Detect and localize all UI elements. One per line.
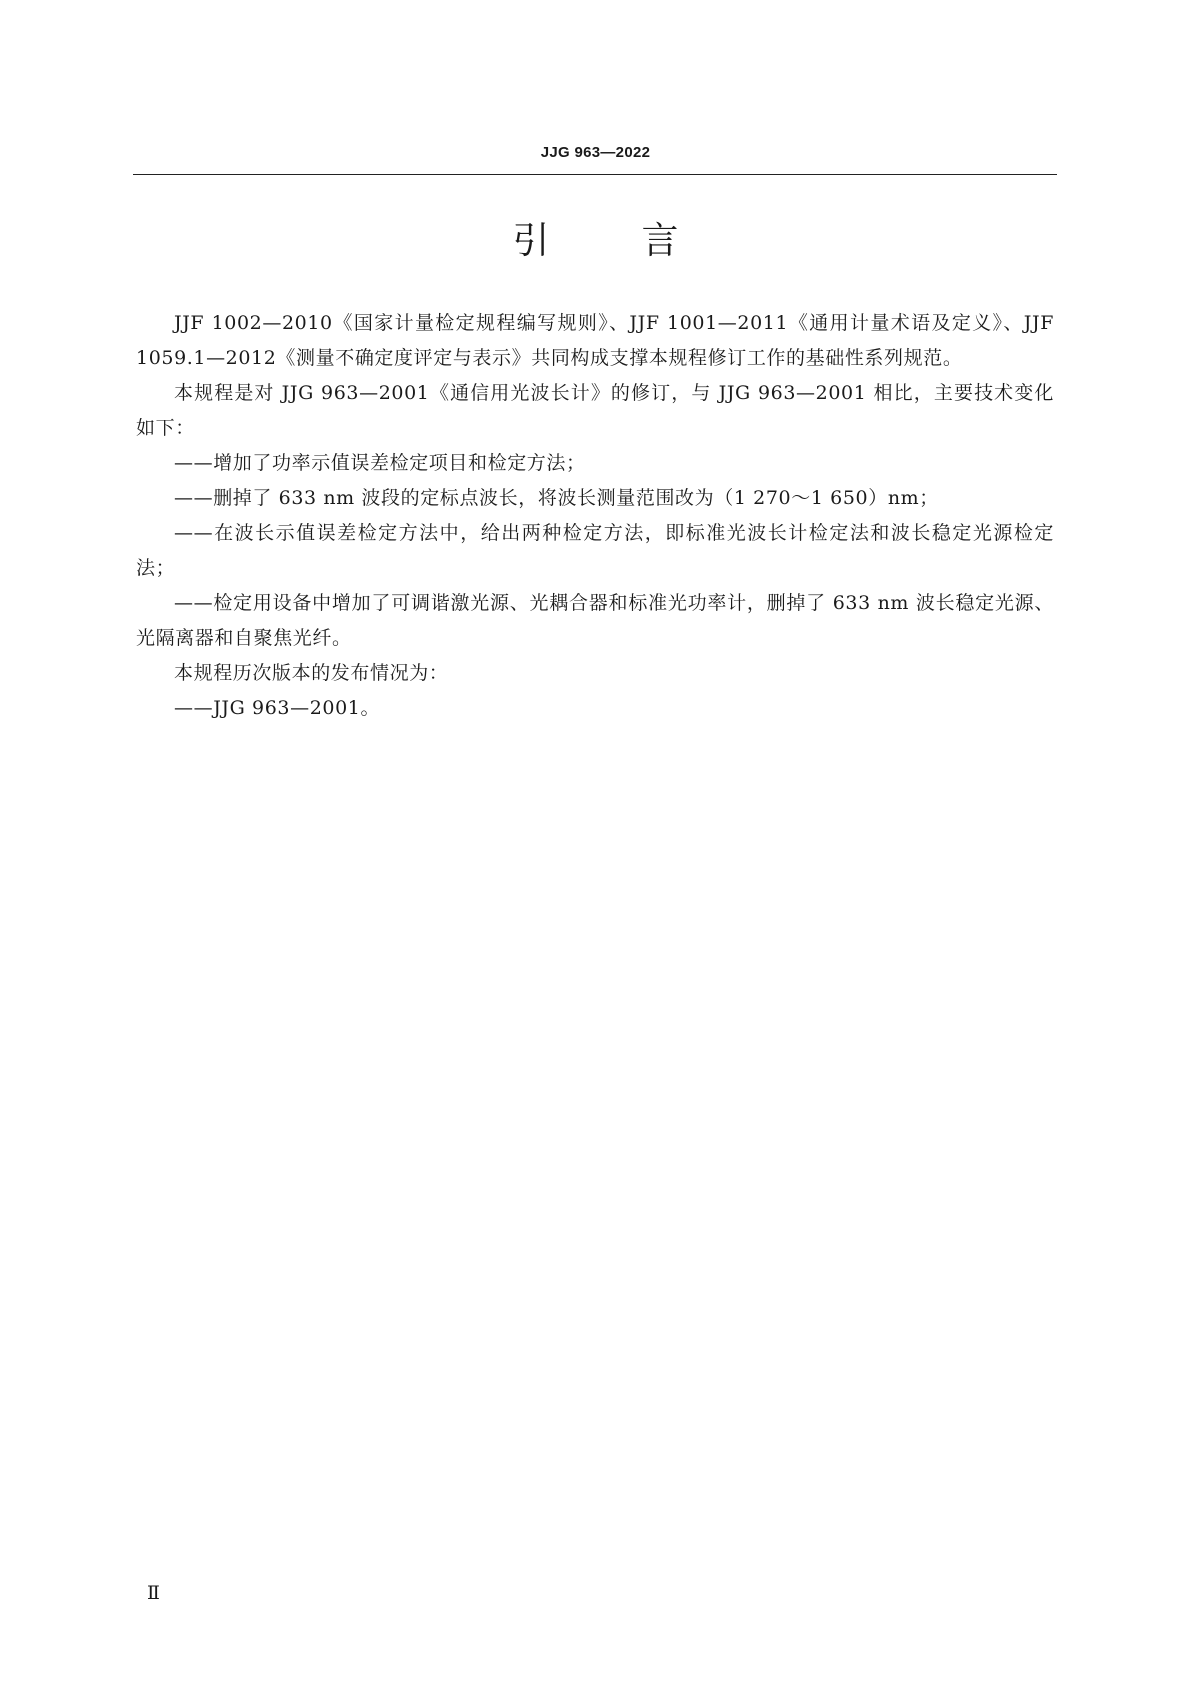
page-title: [0, 219, 1191, 262]
title-char-1: 引: [512, 219, 550, 262]
change-item: ——检定用设备中增加了可调谐激光源、光耦合器和标准光功率计，删掉了 633 nm 波长稳定光源、光隔离器和自聚焦光纤。: [136, 592, 1054, 649]
paragraph-normative-references: JJF 1002—2010《国家计量检定规程编写规则》、JJF 1001—2011《通用计量术语及定义》、JJF 1059.1—2012《测量不确定度评定与表示》共同构成支撑本规程修订工作的基础性系列规范。: [136, 312, 1054, 369]
header-divider: [133, 174, 1057, 175]
change-item: ——删掉了 633 nm 波段的定标点波长，将波长测量范围改为（1 270～1 650）nm；: [174, 487, 939, 509]
version-history-item: ——JJG 963—2001。: [174, 697, 381, 719]
page-number: Ⅱ: [147, 1582, 160, 1604]
paragraph-revision-summary: 本规程是对 JJG 963—2001《通信用光波长计》的修订，与 JJG 963—2001 相比，主要技术变化如下：: [136, 382, 1054, 439]
title-char-2: 言: [641, 219, 679, 262]
standard-code-header: JJG 963—2022: [540, 144, 651, 161]
change-item: ——在波长示值误差检定方法中，给出两种检定方法，即标准光波长计检定法和波长稳定光源检定法；: [136, 522, 1054, 579]
change-item: ——增加了功率示值误差检定项目和检定方法；: [174, 452, 586, 474]
introduction-body: [136, 306, 1054, 726]
paragraph-version-history: 本规程历次版本的发布情况为：: [174, 662, 449, 684]
